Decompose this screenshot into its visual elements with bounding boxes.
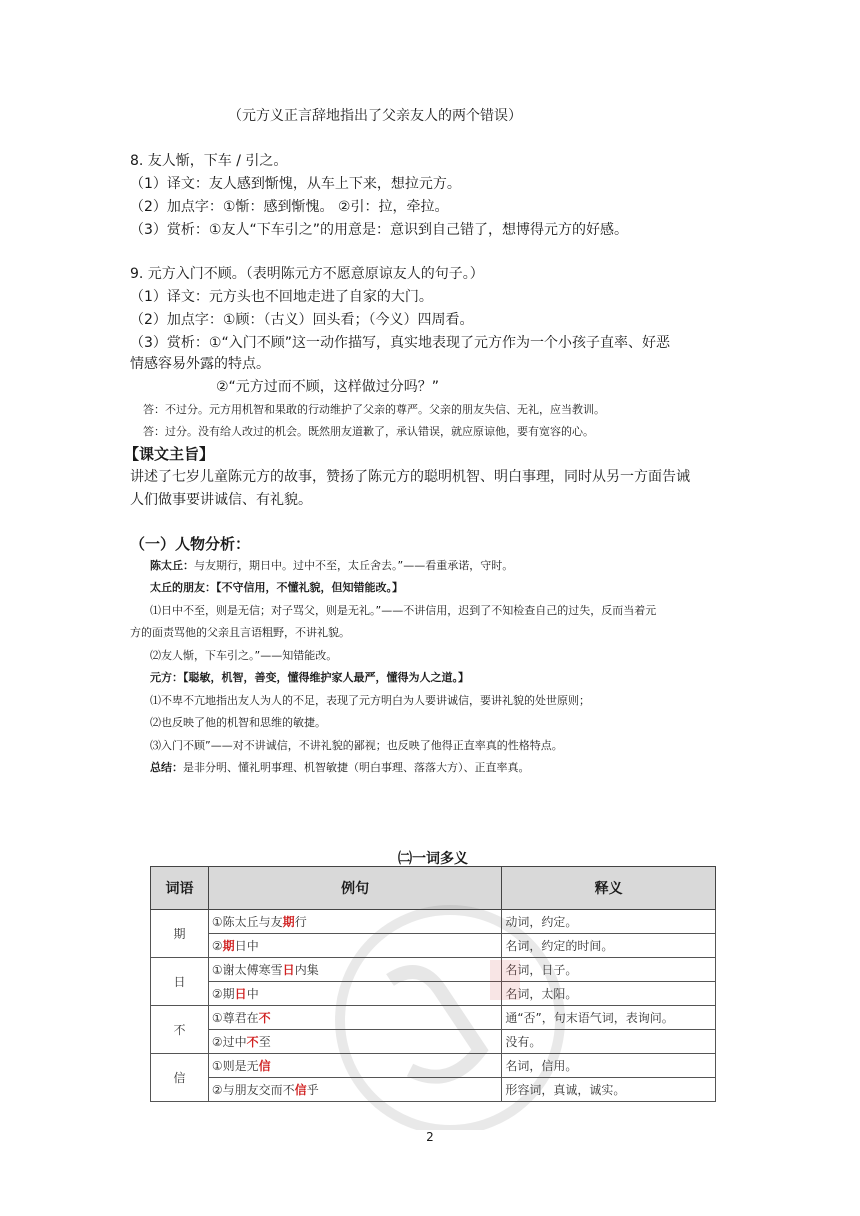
table-title: ㈡一词多义: [398, 851, 468, 867]
table-word-cell: 期: [151, 910, 209, 958]
polysemy-table: [150, 866, 716, 1102]
section-9-appreciation: （3）赏析：①“入门不顾”这一动作描写，真实地表现了元方作为一个小孩子直率、好恶: [130, 335, 670, 351]
table-meaning-cell: 动词，约定。: [502, 910, 716, 934]
section-9-appreciation-cont: 情感容易外露的特点。: [130, 356, 270, 372]
example-text: ①谢太傅寒雪: [211, 963, 283, 977]
analysis-summary-label: 总结：: [150, 761, 183, 774]
table-meaning-cell: 形容词，真诚，诚实。: [502, 1078, 716, 1102]
example-text: 内集: [294, 963, 319, 977]
top-note: （元方义正言辞地指出了父亲友人的两个错误）: [228, 108, 522, 124]
table-row: [151, 1078, 716, 1102]
table-header-word: 词语: [151, 867, 209, 910]
example-highlight: 不: [258, 1011, 271, 1025]
table-example-cell: [208, 1006, 501, 1030]
example-text: ②与朋友交而不: [211, 1083, 295, 1097]
example-text: ②期: [211, 987, 235, 1001]
example-highlight: 不: [246, 1035, 259, 1049]
example-highlight: 信: [294, 1083, 307, 1097]
theme-text-1: 讲述了七岁儿童陈元方的故事，赞扬了陈元方的聪明机智、明白事理，同时从另一方面告诫: [130, 469, 690, 485]
example-highlight: 日: [282, 963, 295, 977]
example-highlight: 期: [222, 939, 235, 953]
table-meaning-cell: 名词，约定的时间。: [502, 934, 716, 958]
table-meaning-cell: 名词，信用。: [502, 1054, 716, 1078]
example-text: ②: [211, 939, 223, 953]
example-highlight: 期: [282, 915, 295, 929]
table-example-cell: [208, 958, 501, 982]
table-meaning-cell: 没有。: [502, 1030, 716, 1054]
example-text: 中: [246, 987, 259, 1001]
section-9-question: ②“元方过而不顾，这样做过分吗？”: [216, 379, 440, 395]
table-row: [151, 910, 716, 934]
table-meaning-cell: 通“否”，句末语气词，表询问。: [502, 1006, 716, 1030]
example-text: ①尊君在: [211, 1011, 259, 1025]
table-example-cell: [208, 1030, 501, 1054]
section-8-keywords: （2）加点字：①惭：感到惭愧。 ②引：拉，牵拉。: [130, 199, 449, 215]
example-text: ②过中: [211, 1035, 247, 1049]
table-row: [151, 1054, 716, 1078]
analysis-friend-1-cont: 方的面责骂他的父亲且言语粗野，不讲礼貌。: [130, 626, 350, 639]
table-example-cell: [208, 1078, 501, 1102]
table-example-cell: [208, 910, 501, 934]
table-word-cell: 信: [151, 1054, 209, 1102]
table-header-row: [151, 867, 716, 910]
analysis-summary: [150, 759, 530, 777]
table-meaning-cell: 名词，太阳。: [502, 982, 716, 1006]
table-row: [151, 982, 716, 1006]
example-text: ①陈太丘与友: [211, 915, 283, 929]
analysis-yuanfang-1: ⑴不卑不亢地指出友人为人的不足，表现了元方明白为人要讲诚信，要讲礼貌的处世原则；: [150, 694, 590, 707]
theme-heading: 【课文主旨】: [124, 445, 215, 463]
table-word-cell: 不: [151, 1006, 209, 1054]
table-example-cell: [208, 1054, 501, 1078]
example-highlight: 信: [258, 1059, 271, 1073]
table-meaning-cell: 名词，日子。: [502, 958, 716, 982]
analysis-friend-1: ⑴日中不至，则是无信；对子骂父，则是无礼。”——不讲信用，迟到了不知检查自己的过失，反而当着元: [150, 604, 657, 617]
section-9-translation: （1）译文：元方头也不回地走进了自家的大门。: [130, 289, 433, 305]
example-highlight: 日: [234, 987, 247, 1001]
analysis-yuanfang: 元方：【聪敏，机智，善变，懂得维护家人最严，懂得为人之道。】: [150, 671, 469, 684]
example-text: 至: [258, 1035, 271, 1049]
analysis-summary-text: 是非分明、懂礼明事理、机智敏捷（明白事理、落落大方）、正直率真。: [183, 761, 530, 774]
table-row: [151, 1030, 716, 1054]
table-header-example: 例句: [208, 867, 501, 910]
section-8-appreciation: （3）赏析：①友人“下车引之”的用意是：意识到自己错了，想博得元方的好感。: [130, 222, 628, 238]
section-8-title: 8. 友人惭，下车 / 引之。: [130, 153, 288, 169]
page-number: 2: [426, 1130, 434, 1144]
section-9-title: 9. 元方入门不顾。（表明陈元方不愿意原谅友人的句子。）: [130, 266, 484, 282]
example-text: 日中: [234, 939, 259, 953]
table-word-cell: 日: [151, 958, 209, 1006]
table-row: [151, 958, 716, 982]
table-row: [151, 1006, 716, 1030]
section-9-keywords: （2）加点字：①顾：（古义）回头看；（今义）四周看。: [130, 312, 474, 328]
theme-text-2: 人们做事要讲诚信、有礼貌。: [130, 492, 312, 508]
table-example-cell: [208, 982, 501, 1006]
character-analysis-heading: （一）人物分析：: [130, 535, 251, 553]
example-text: 乎: [306, 1083, 319, 1097]
table-header-meaning: 释义: [502, 867, 716, 910]
table-example-cell: [208, 934, 501, 958]
analysis-chen-taiqiu: [150, 557, 513, 575]
example-text: 行: [294, 915, 307, 929]
section-8-translation: （1）译文：友人感到惭愧，从车上下来，想拉元方。: [130, 176, 461, 192]
section-9-answer-1: 答：不过分。元方用机智和果敢的行动维护了父亲的尊严。父亲的朋友失信、无礼，应当教训。: [143, 403, 605, 416]
section-9-answer-2: 答：过分。没有给人改过的机会。既然朋友道歉了，承认错误，就应原谅他，要有宽容的心。: [143, 425, 594, 438]
analysis-friend: 太丘的朋友：【不守信用，不懂礼貌，但知错能改。】: [150, 581, 403, 594]
analysis-chen-taiqiu-label: 陈太丘：: [150, 559, 194, 572]
analysis-yuanfang-2: ⑵也反映了他的机智和思维的敏捷。: [150, 716, 326, 729]
analysis-yuanfang-3: ⑶入门不顾”——对不讲诚信，不讲礼貌的鄙视；也反映了他得正直率真的性格特点。: [150, 739, 563, 752]
analysis-chen-taiqiu-text: 与友期行，期日中。过中不至，太丘舍去。”——看重承诺，守时。: [194, 559, 514, 572]
example-text: ①则是无: [211, 1059, 259, 1073]
analysis-friend-2: ⑵友人惭，下车引之。”——知错能改。: [150, 649, 338, 662]
table-row: [151, 934, 716, 958]
